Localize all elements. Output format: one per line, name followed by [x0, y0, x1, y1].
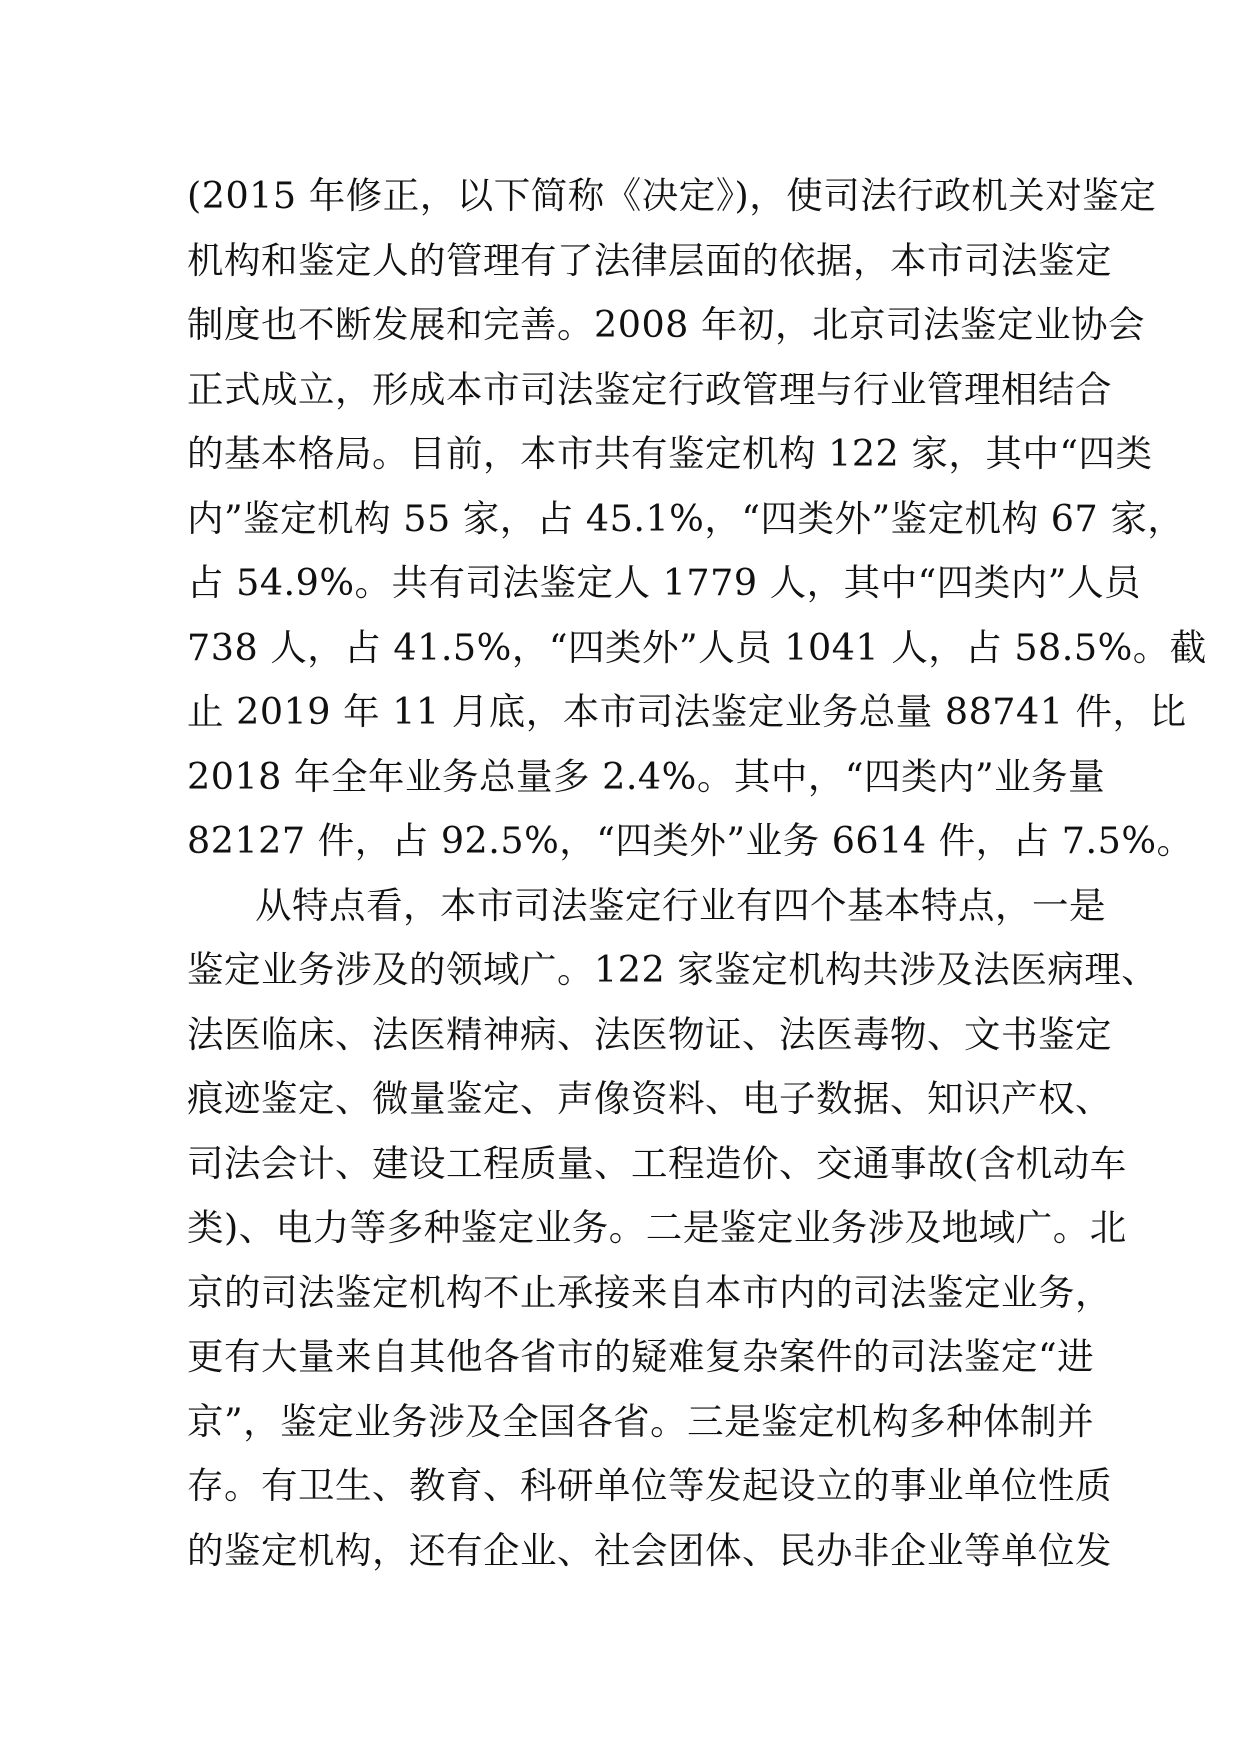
text-line: 类)、电力等多种鉴定业务。二是鉴定业务涉及地域广。北	[187, 1206, 1127, 1249]
text-line: 82127 件，占 92.5%，“四类外”业务 6614 件，占 7.5%。	[187, 819, 1194, 862]
text-line: 的鉴定机构，还有企业、社会团体、民办非企业等单位发	[187, 1528, 1112, 1572]
paragraph-2	[187, 874, 1159, 1584]
text-line: 存。有卫生、教育、科研单位等发起设立的事业单位性质	[187, 1464, 1112, 1507]
paragraph-1	[187, 164, 1207, 874]
text-line: 司法会计、建设工程质量、工程造价、交通事故(含机动车	[187, 1141, 1127, 1185]
text-line-indented: 从特点看，本市司法鉴定行业有四个基本特点，一是	[255, 883, 1106, 927]
text-line: 的基本格局。目前，本市共有鉴定机构 122 家，其中“四类	[187, 432, 1153, 475]
text-line: 2018 年全年业务总量多 2.4%。其中，“四类内”业务量	[187, 754, 1106, 798]
text-line: 法医临床、法医精神病、法医物证、法医毒物、文书鉴定	[187, 1012, 1112, 1056]
text-line: 机构和鉴定人的管理有了法律层面的依据，本市司法鉴定	[187, 238, 1112, 282]
text-line: 更有大量来自其他各省市的疑难复杂案件的司法鉴定“进	[187, 1335, 1095, 1378]
text-line: (2015 年修正，以下简称《决定》)，使司法行政机关对鉴定	[187, 174, 1157, 217]
text-line: 痕迹鉴定、微量鉴定、声像资料、电子数据、知识产权、	[187, 1077, 1112, 1120]
text-line: 止 2019 年 11 月底，本市司法鉴定业务总量 88741 件，比	[187, 690, 1187, 733]
text-line: 占 54.9%。共有司法鉴定人 1779 人，其中“四类内”人员	[187, 561, 1141, 604]
body-text	[187, 164, 1207, 1583]
text-line: 正式成立，形成本市司法鉴定行政管理与行业管理相结合	[187, 367, 1112, 411]
text-line: 内”鉴定机构 55 家，占 45.1%，“四类外”鉴定机构 67 家，	[187, 496, 1185, 540]
text-line: 京”，鉴定业务涉及全国各省。三是鉴定机构多种体制并	[187, 1399, 1095, 1443]
text-line: 鉴定业务涉及的领域广。122 家鉴定机构共涉及法医病理、	[187, 948, 1159, 991]
text-line: 制度也不断发展和完善。2008 年初，北京司法鉴定业协会	[187, 303, 1145, 346]
text-line: 738 人，占 41.5%，“四类外”人员 1041 人，占 58.5%。截	[187, 625, 1207, 669]
text-line: 京的司法鉴定机构不止承接来自本市内的司法鉴定业务，	[187, 1270, 1112, 1314]
